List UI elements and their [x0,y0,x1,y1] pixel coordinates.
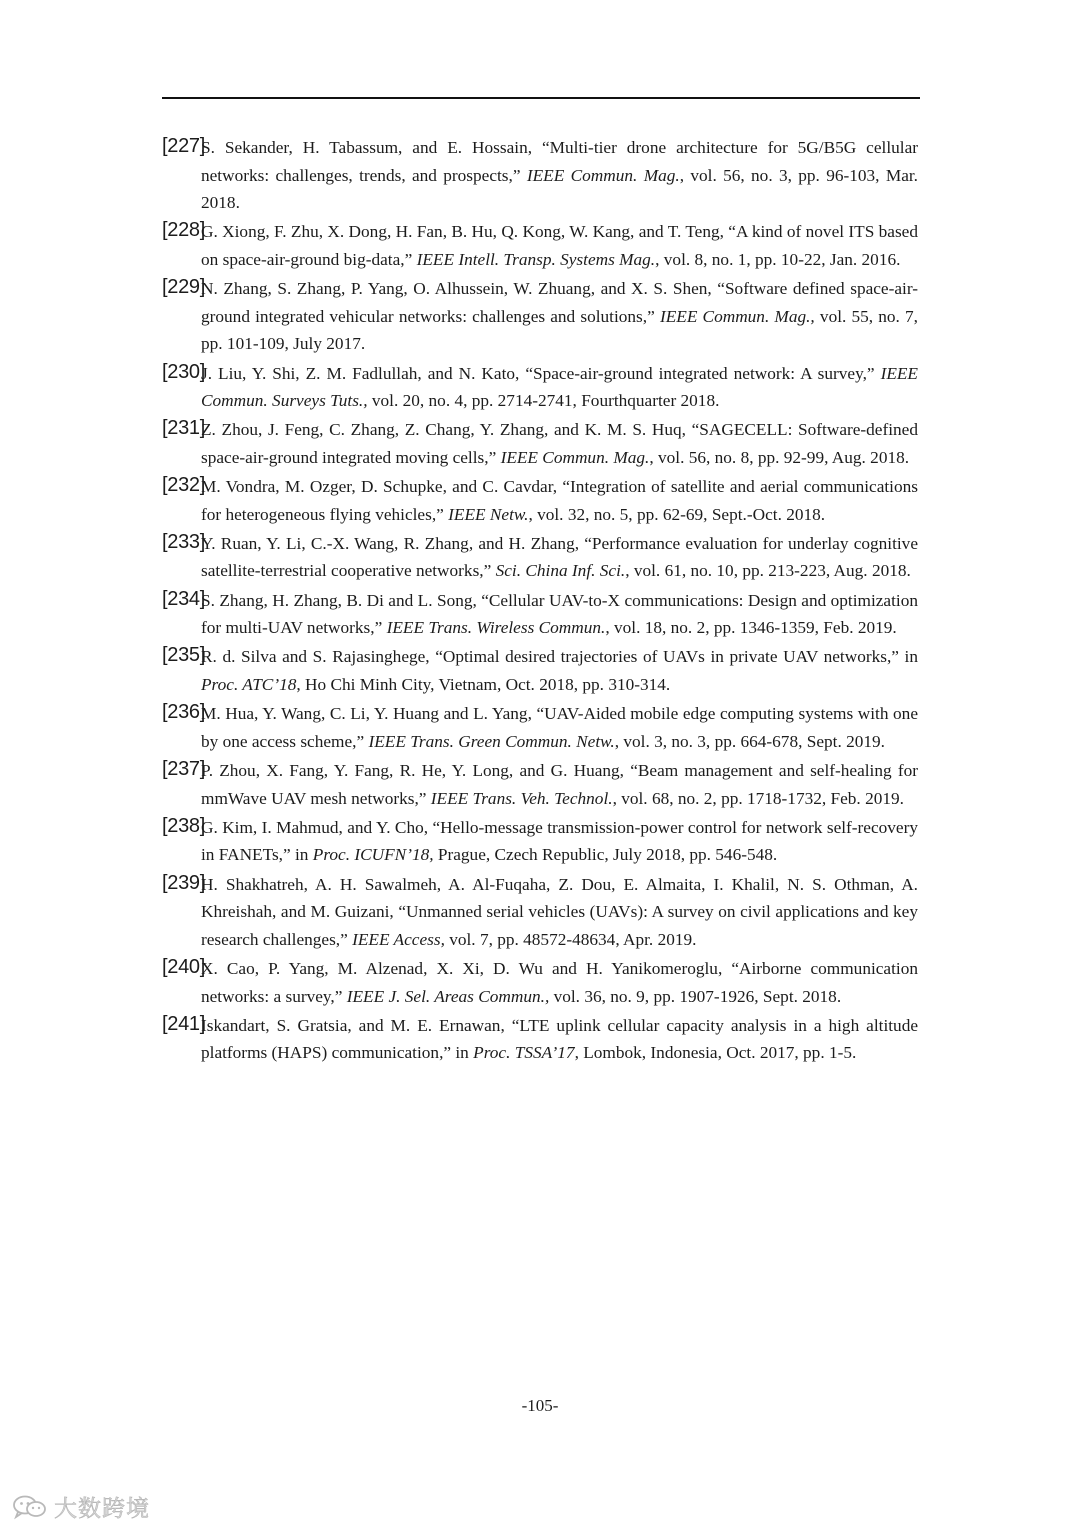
reference-venue: Sci. China Inf. Sci. [495,561,626,581]
reference-item [162,218,918,273]
reference-venue: Proc. ATC’18 [201,675,297,695]
reference-text: P. Zhou, X. Fang, Y. Fang, R. He, Y. Long, and G. Huang, “Beam management and self-healing for mmWave UAV mesh networks,” [201,761,918,808]
reference-details: , vol. 8, no. 1, pp. 10-22, Jan. 2016. [655,249,901,269]
wechat-logo-icon [12,1494,48,1520]
reference-details: , Ho Chi Minh City, Vietnam, Oct. 2018, pp. 310-314. [296,675,671,695]
reference-number: [241] [162,1012,205,1035]
reference-number: [228] [162,219,205,242]
reference-venue: IEEE Trans. Green Commun. Netw. [368,731,615,751]
reference-venue: IEEE Commun. Mag., [659,306,815,326]
header-rule [162,97,920,99]
reference-item [162,275,918,358]
reference-number: [236] [162,701,205,724]
reference-venue: IEEE Commun. Surveys Tuts., [201,363,918,411]
reference-text: R. d. Silva and S. Rajasinghege, “Optimal desired trajectories of UAVs in private UAV networks,” in [201,647,918,667]
reference-item [162,416,918,471]
reference-item [162,871,918,954]
reference-item [162,955,918,1010]
watermark [12,1490,150,1523]
reference-venue: IEEE Netw. [448,504,529,524]
reference-text: J. Liu, Y. Shi, Z. M. Fadlullah, and N. Kato, “Space-air-ground integrated network: A survey,” [201,363,881,383]
reference-text: H. Shakhatreh, A. H. Sawalmeh, A. Al-Fuqaha, Z. Dou, E. Almaita, I. Khalil, N. S. Othman, A. Khreishah, and M. Guizani, “Unmanned serial vehicles (UAVs): A survey on civil applications and key research challenges,” [201,874,918,949]
reference-details: , Lombok, Indonesia, Oct. 2017, pp. 1-5. [574,1043,857,1063]
reference-text: Iskandart, S. Gratsia, and M. E. Ernawan, “LTE uplink cellular capacity analysis in a high altitude platforms (HAPS) communication,” in [201,1015,918,1063]
reference-number: [232] [162,474,205,497]
reference-number: [239] [162,871,205,894]
reference-number: [240] [162,955,205,978]
reference-item [162,134,918,217]
reference-details: Prague, Czech Republic, July 2018, pp. 546-548. [433,845,778,865]
reference-text: M. Hua, Y. Wang, C. Li, Y. Huang and L. Yang, “UAV-Aided mobile edge computing systems with one by one access scheme,” [201,704,918,751]
watermark-text: 大数跨境 [54,1496,150,1522]
reference-details: , vol. 68, no. 2, pp. 1718-1732, Feb. 2019. [612,788,904,808]
reference-number: [237] [162,758,205,780]
reference-number: [229] [162,276,205,299]
reference-venue: IEEE Trans. Wireless Commun. [386,618,606,638]
reference-number: [235] [162,644,205,667]
reference-details: , vol. 56, no. 3, pp. 96-103, Mar. 2018. [201,165,918,213]
reference-details: , vol. 61, no. 10, pp. 213-223, Aug. 2018. [625,561,911,581]
reference-details: vol. 7, pp. 48572-48634, Apr. 2019. [444,929,697,949]
reference-venue: IEEE Commun. Mag. [526,165,680,185]
reference-venue: IEEE Intell. Transp. Systems Mag. [416,249,656,269]
reference-venue: IEEE Trans. Veh. Technol. [430,788,613,808]
reference-text: G. Kim, I. Mahmud, and Y. Cho, “Hello-message transmission-power control for network self-recovery in FANETs,” in [201,817,918,865]
reference-text: G. Xiong, F. Zhu, X. Dong, H. Fan, B. Hu, Q. Kong, W. Kang, and T. Teng, “A kind of novel ITS based on space-air-ground big-data,” [201,222,918,269]
reference-details: vol. 20, no. 4, pp. 2714-2741, Fourthquarter 2018. [367,391,720,411]
reference-item [162,1012,918,1067]
reference-number: [227] [162,135,205,157]
reference-details: vol. 55, no. 7, pp. 101-109, July 2017. [201,306,918,354]
reference-item [162,700,918,755]
reference-venue: IEEE Access, [352,929,445,949]
reference-details: , vol. 3, no. 3, pp. 664-678, Sept. 2019. [614,731,885,751]
reference-number: [234] [162,587,205,610]
reference-item [162,757,918,812]
reference-venue: Proc. ICUFN’18, [312,845,434,865]
reference-venue: IEEE J. Sel. Areas Commun., [346,986,550,1006]
reference-text: N. Zhang, S. Zhang, P. Yang, O. Alhussein, W. Zhuang, and X. S. Shen, “Software defined space-air-ground integrated vehicular networks: challenges and solutions,” [201,279,918,326]
reference-item [162,530,918,585]
reference-venue: IEEE Commun. Mag. [500,447,650,467]
reference-text: S. Sekander, H. Tabassum, and E. Hossain, “Multi-tier drone architecture for 5G/B5G cellular networks: challenges, trends, and prospects,” [201,138,918,185]
reference-details: vol. 36, no. 9, pp. 1907-1926, Sept. 2018. [549,986,842,1006]
reference-text: M. Vondra, M. Ozger, D. Schupke, and C. Cavdar, “Integration of satellite and aerial communications for heterogeneous flying vehicles,” [201,477,918,524]
reference-text: Z. Zhou, J. Feng, C. Zhang, Z. Chang, Y. Zhang, and K. M. S. Huq, “SAGECELL: Software-defined space-air-ground integrated moving cells,” [201,420,918,467]
reference-item [162,473,918,528]
reference-item [162,587,918,642]
reference-item [162,643,918,698]
reference-venue: Proc. TSSA’17 [473,1043,575,1063]
reference-item [162,360,918,415]
reference-list [162,134,918,1069]
page-number: -105- [521,1396,559,1415]
reference-text: Y. Ruan, Y. Li, C.-X. Wang, R. Zhang, and H. Zhang, “Performance evaluation for underlay cognitive satellite-terrestrial cooperative networks,” [201,533,918,581]
reference-details: , vol. 56, no. 8, pp. 92-99, Aug. 2018. [649,447,910,467]
reference-number: [238] [162,814,205,837]
reference-number: [231] [162,417,205,440]
reference-number: [230] [162,360,205,383]
reference-details: , vol. 32, no. 5, pp. 62-69, Sept.-Oct. 2018. [528,504,826,524]
reference-details: , vol. 18, no. 2, pp. 1346-1359, Feb. 2019. [605,618,897,638]
reference-item [162,814,918,869]
reference-text: X. Cao, P. Yang, M. Alzenad, X. Xi, D. Wu and H. Yanikomeroglu, “Airborne communication networks: a survey,” [201,958,918,1006]
reference-text: S. Zhang, H. Zhang, B. Di and L. Song, “Cellular UAV-to-X communications: Design and optimization for multi-UAV networks,” [201,590,918,638]
reference-number: [233] [162,530,205,553]
